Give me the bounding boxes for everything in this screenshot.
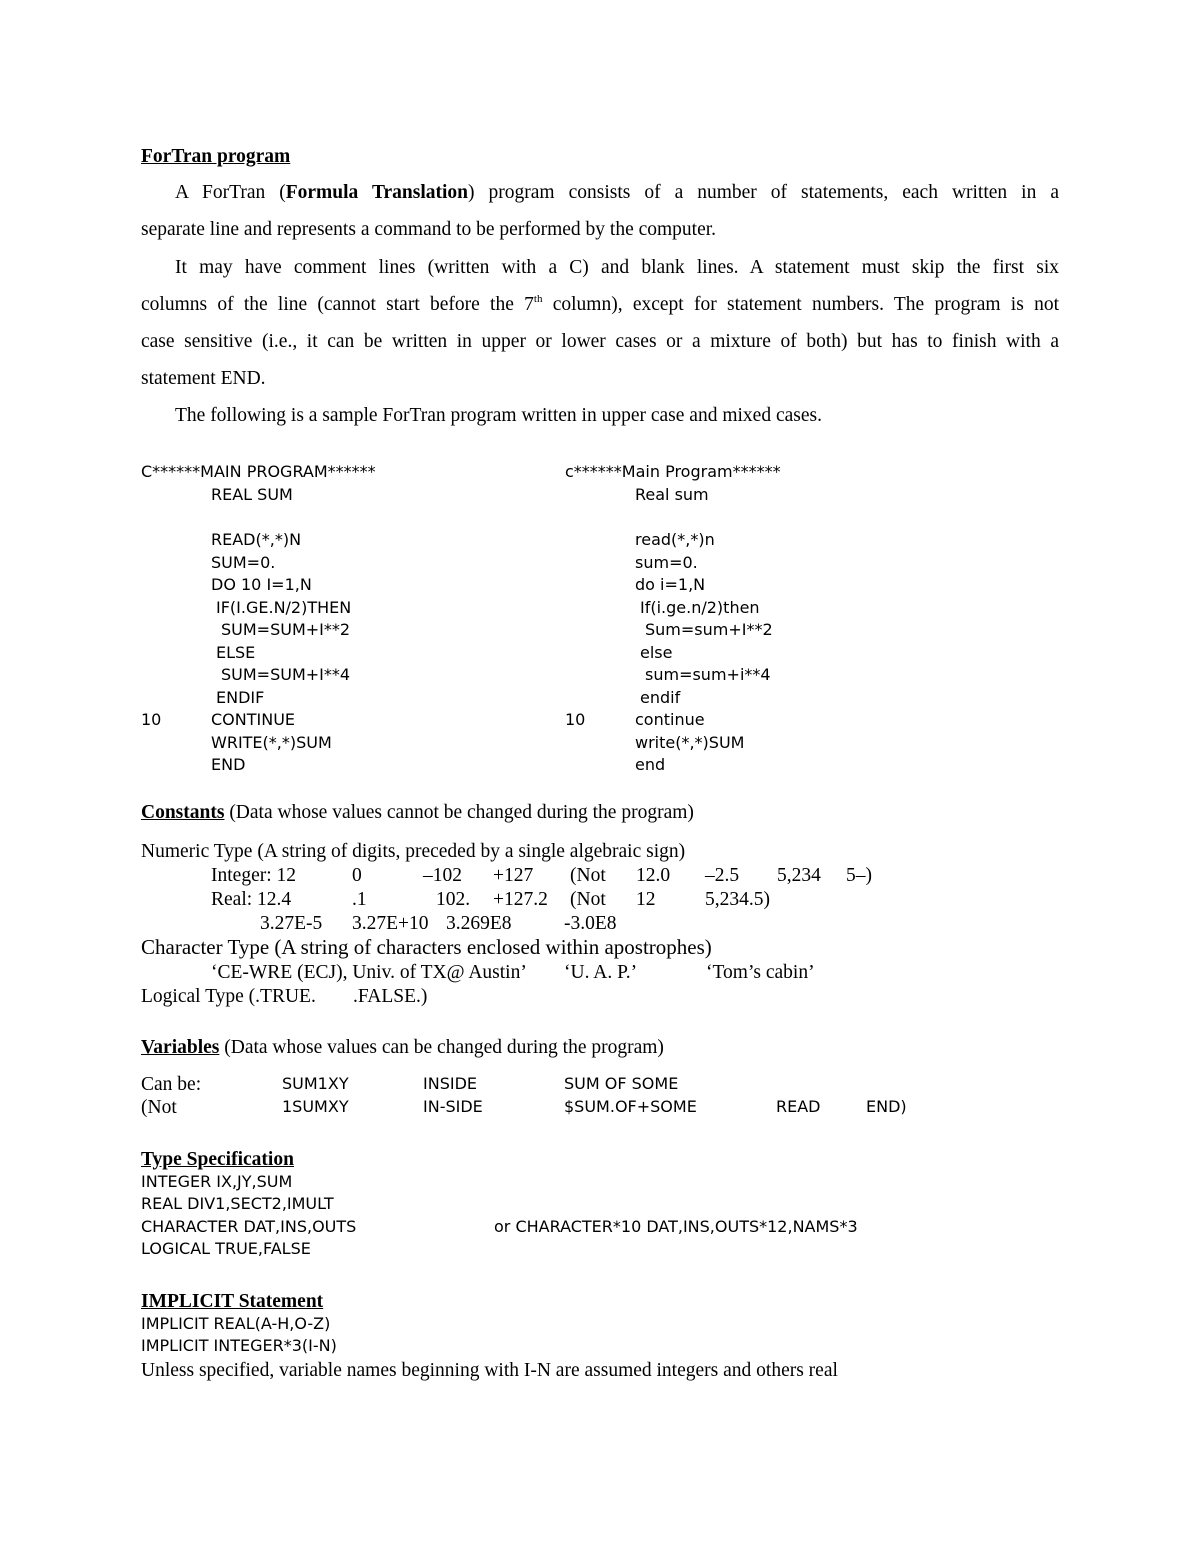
program-line: else [640,643,673,662]
variables-description: (Data whose values can be changed during the program) [219,1037,664,1058]
example-value: 12.0 [636,865,671,886]
intro-paragraph-1-line-2: separate line and represents a command to be performed by the computer. [141,219,717,240]
program-line: continue [635,710,705,729]
program-line: endif [640,688,681,707]
example-value: IN-SIDE [423,1097,483,1116]
example-value: Real: 12.4 [211,889,292,910]
example-value: –2.5 [705,865,740,886]
example-value: +127 [493,865,534,886]
constants-heading-line [141,803,694,823]
code-line: REAL DIV1,SECT2,IMULT [141,1194,334,1213]
program-line: c******Main Program****** [565,462,781,481]
example-value: 5,234.5) [705,889,770,910]
program-line: SUM=0. [211,553,276,572]
example-value: 5–) [846,865,872,886]
program-line: Sum=sum+I**2 [645,620,773,639]
example-value: 1SUMXY [282,1097,349,1116]
program-line: END [211,755,246,774]
character-type: Character Type (A string of characters enclosed within apostrophes) [141,935,712,959]
code-line: INTEGER IX,JY,SUM [141,1172,293,1191]
constants-heading: Constants [141,802,225,823]
code-line-alternative: or CHARACTER*10 DAT,INS,OUTS*12,NAMS*3 [494,1217,858,1236]
code-line: LOGICAL TRUE,FALSE [141,1239,311,1258]
intro-paragraph-2-line-3: case sensitive (i.e., it can be written in upper or lower cases or a mixture of both) but has to finish with a [141,331,1059,352]
example-value: 102. [436,889,471,910]
program-line: WRITE(*,*)SUM [211,733,332,752]
variables-heading-line [141,1038,664,1058]
code-line: CHARACTER DAT,INS,OUTS [141,1217,357,1236]
example-value: (Not [570,865,606,886]
example-value: (Not [570,889,606,910]
program-line: C******MAIN PROGRAM****** [141,462,376,481]
logical-type: Logical Type (.TRUE. [141,986,316,1007]
statement-number: 10 [141,710,162,729]
example-value: +127.2 [493,889,548,910]
example-value: 5,234 [777,865,821,886]
code-line: IMPLICIT INTEGER*3(I-N) [141,1336,337,1355]
example-value: 3.27E-5 [260,913,323,934]
program-line: DO 10 I=1,N [211,575,312,594]
example-value: (Not [141,1097,177,1118]
program-line: Real sum [635,485,709,504]
example-value: .1 [352,889,367,910]
example-value: -3.0E8 [564,913,617,934]
variables-heading: Variables [141,1037,220,1058]
example-value: 3.269E8 [446,913,512,934]
example-value: ‘CE-WRE (ECJ), Univ. of TX@ Austin’ [211,962,527,983]
program-line: SUM=SUM+I**4 [221,665,351,684]
intro-paragraph-3: The following is a sample ForTran program written in upper case and mixed cases. [175,405,822,426]
program-line: sum=sum+i**4 [645,665,771,684]
example-value: –102 [423,865,462,886]
program-line: write(*,*)SUM [635,733,745,752]
program-line: read(*,*)n [635,530,715,549]
example-value: $SUM.OF+SOME [564,1097,697,1116]
type-spec-heading: Type Specification [141,1149,294,1170]
page-title: ForTran program [141,146,291,167]
constants-description: (Data whose values cannot be changed during the program) [224,802,694,823]
logical-type-false: .FALSE.) [353,986,428,1007]
program-line: REAL SUM [211,485,293,504]
example-value: ‘Tom’s cabin’ [706,962,815,983]
program-line: If(i.ge.n/2)then [640,598,760,617]
example-value: SUM1XY [282,1074,349,1093]
example-value: SUM OF SOME [564,1074,679,1093]
program-line: SUM=SUM+I**2 [221,620,351,639]
example-value: READ [776,1097,821,1116]
implicit-heading: IMPLICIT Statement [141,1291,324,1312]
program-line: do i=1,N [635,575,706,594]
intro-paragraph-2-line-2: columns of the line (cannot start before the 7th column), except for statement numbers. The program is not [141,293,1059,315]
example-value: 0 [352,865,362,886]
example-value: END) [866,1097,907,1116]
code-line: IMPLICIT REAL(A-H,O-Z) [141,1314,331,1333]
example-value: Can be: [141,1074,202,1095]
program-line: ENDIF [216,688,265,707]
example-value: 12 [636,889,656,910]
example-value: Integer: 12 [211,865,297,886]
intro-paragraph-1: A ForTran (Formula Translation) program consists of a number of statements, each written in a [175,182,1059,203]
example-value: INSIDE [423,1074,477,1093]
program-line: READ(*,*)N [211,530,302,549]
program-line: sum=0. [635,553,698,572]
example-value: ‘U. A. P.’ [564,962,638,983]
numeric-type: Numeric Type (A string of digits, preceded by a single algebraic sign) [141,841,686,862]
program-line: CONTINUE [211,710,296,729]
implicit-note: Unless specified, variable names beginning with I-N are assumed integers and others real [141,1360,838,1381]
program-line: ELSE [216,643,256,662]
statement-number: 10 [565,710,586,729]
intro-paragraph-2-line-4: statement END. [141,368,266,389]
program-line: end [635,755,666,774]
program-line: IF(I.GE.N/2)THEN [216,598,352,617]
intro-paragraph-2: It may have comment lines (written with a C) and blank lines. A statement must skip the first six [175,257,1059,278]
example-value: 3.27E+10 [352,913,429,934]
